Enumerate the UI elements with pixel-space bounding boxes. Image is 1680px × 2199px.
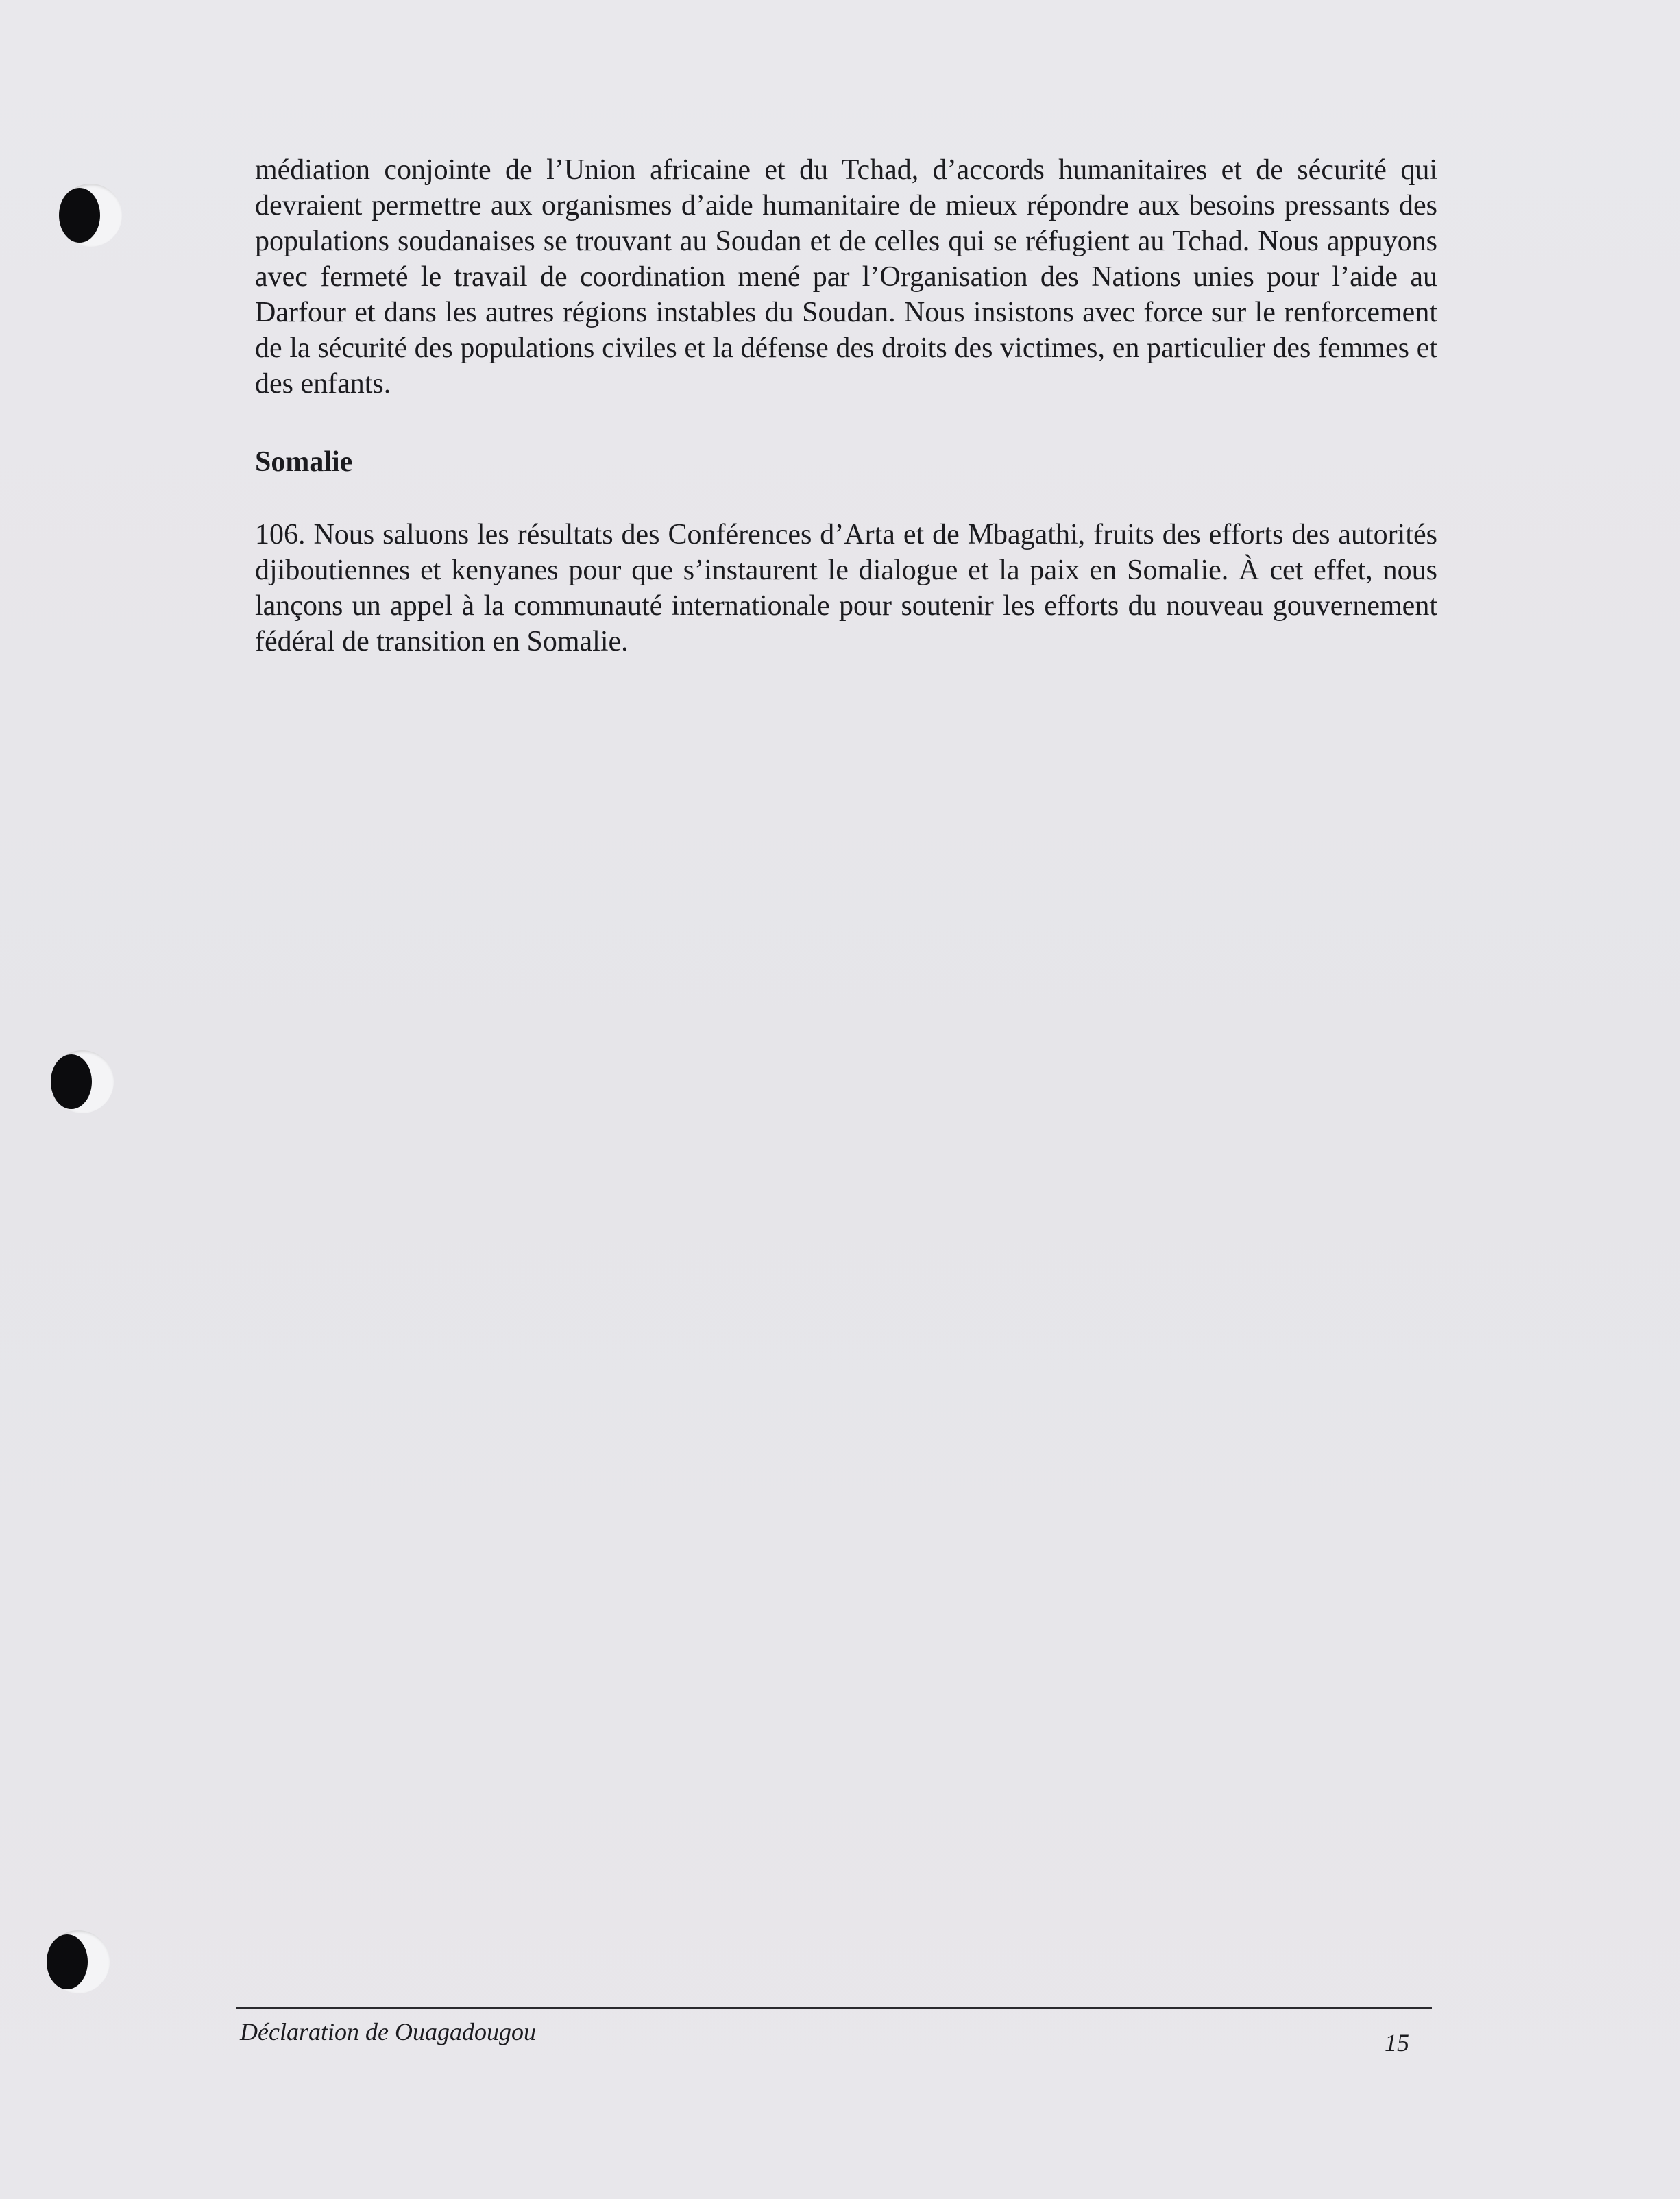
page-content — [255, 152, 1437, 659]
footer-rule — [236, 2007, 1432, 2009]
paragraph-106: 106. Nous saluons les résultats des Conférences d’Arta et de Mbagathi, fruits des efforts des autorités djiboutiennes et kenyanes pour que s’instaurent le dialogue et la paix en Somalie. À cet effet, nous lançons un appel à la communauté internationale pour soutenir les efforts du nouveau gouvernement fédéral de transition en Somalie. — [255, 519, 1437, 657]
section-heading: Somalie — [255, 446, 353, 478]
punch-hole-middle — [51, 1050, 114, 1113]
paragraph-continuation: médiation conjointe de l’Union africaine et du Tchad, d’accords humanitaires et de sécurité qui devraient permettre aux organismes d’aide humanitaire de mieux répondre aux besoins pressants des populations soudanaises se trouvant au Soudan et de celles qui se réfugient au Tchad. Nous appuyons avec fermeté le travail de coordination mené par l’Organisation des Nations unies pour l’aide au Darfour et dans les autres régions instables du Soudan. Nous insistons avec force sur le renforcement de la sécurité des populations civiles et la défense des droits des victimes, en particulier des femmes et des enfants. — [255, 154, 1437, 400]
footer-page-number: 15 — [1385, 2029, 1409, 2056]
footer-document-title: Déclaration de Ouagadougou — [240, 2018, 536, 2045]
punch-hole-top — [59, 184, 122, 247]
punch-hole-bottom — [47, 1930, 110, 1993]
